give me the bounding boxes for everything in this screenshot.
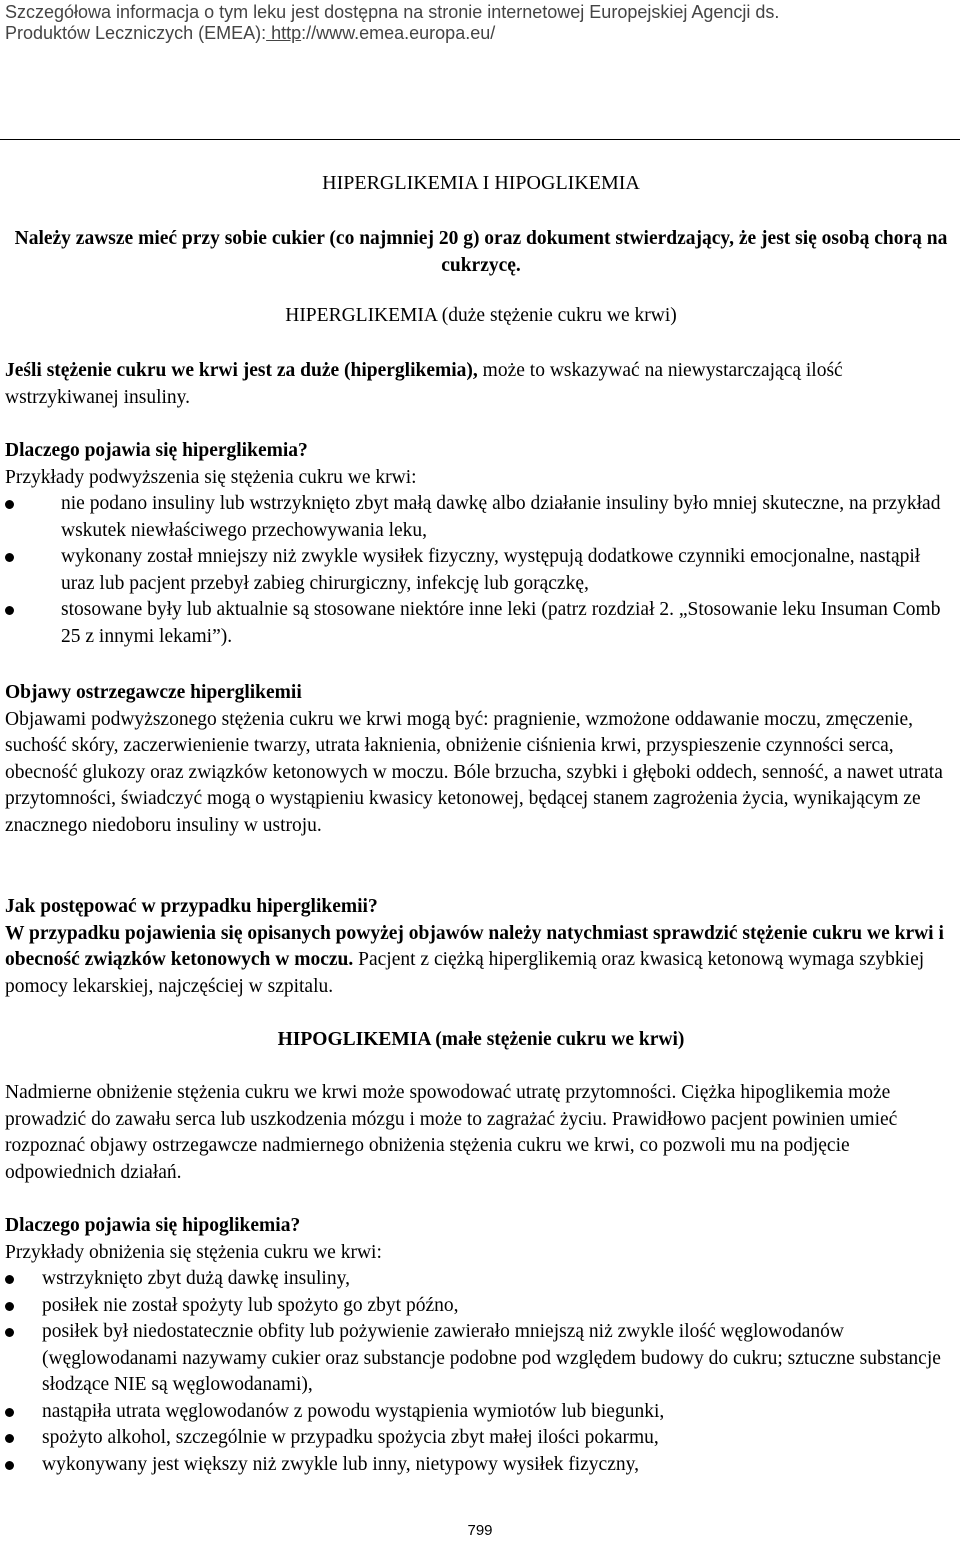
list-item-text: spożyto alkohol, szczególnie w przypadku spożycia zbyt małej ilości pokarmu, [42,1427,659,1448]
list-item [5,1319,957,1399]
bullet-icon [5,1434,14,1443]
bullet-icon [5,1275,14,1284]
hypo-why-section [5,1213,957,1478]
hyper-symptoms-section [5,680,957,839]
list-item [5,1425,957,1452]
list-item-text: wykonywany jest większy niż zwykle lub inny, nietypowy wysiłek fizyczny, [42,1453,639,1475]
list-item-text: nastąpiła utrata węglowodanów z powodu wystąpienia wymiotów lub biegunki, [42,1400,665,1422]
hypo-examples-intro: Przykłady obniżenia się stężenia cukru we krwi: [5,1241,382,1263]
bullet-icon [5,1302,14,1311]
hyper-examples-list [5,491,957,650]
hyper-why-section [5,438,957,650]
hyper-symptoms-text: Objawami podwyższonego stężenia cukru we krwi mogą być: pragnienie, wzmożone oddawanie moczu, zmęczenie, suchość skóry, zaczerwienienie twarzy, utrata łaknienia, obniżenie ciśnienia krwi, przyspieszenie czynności serca, obecność glukozy oraz związków ketonowych w moczu. Bóle brzucha, szybki i głęboki oddech, senność, a nawet utrata przytomności, świadczyć mogą o wystąpieniu kwasicy ketonowej, będącej stanem zagrożenia życia, wynikającym ze znacznego niedoboru insuliny w ustroju. [5,708,943,836]
bullet-icon [5,1408,14,1417]
hyper-action-heading: Jak postępować w przypadku hiperglikemii? [5,896,378,917]
list-item [5,1399,957,1426]
list-item-text: stosowane były lub aktualnie są stosowane niektóre inne leki (patrz rozdział 2. „Stosowanie leku Insuman Comb 25 z innymi lekami”). [61,599,941,647]
intro-text: Należy zawsze mieć przy sobie cukier (co najmniej 20 g) oraz dokument stwierdzający, że jest się osobą chorą na cukrzycę. [14,228,948,276]
hyper-action-section [5,894,957,1000]
bullet-icon [5,606,14,615]
hyper-paragraph-bold: Jeśli stężenie cukru we krwi jest za duże (hiperglikemia), [5,360,478,381]
hypo-title: HIPOGLIKEMIA (małe stężenie cukru we krwi) [277,1029,685,1050]
hypo-why-heading: Dlaczego pojawia się hipoglikemia? [5,1215,301,1236]
list-item [5,1266,957,1293]
list-item-text: wykonany został mniejszy niż zwykle wysiłek fizyczny, występują dodatkowe czynniki emocjonalne, nastąpił uraz lub pacjent przebył zabieg chirurgiczny, infekcję lub gorączkę, [61,546,921,594]
list-item-text: wstrzyknięto zbyt dużą dawkę insuliny, [42,1268,350,1289]
hyper-action-bold: W przypadku pojawienia się opisanych powyżej objawów należy natychmiast sprawdzić stężenie cukru we krwi i obecność związków ketonowych w moczu. [5,922,944,970]
hypo-examples-list [5,1266,957,1478]
header-line-1: Szczegółowa informacja o tym leku jest dostępna na stronie internetowej Europejskiej Agencji ds. [5,2,780,22]
hyper-examples-intro: Przykłady podwyższenia się stężenia cukru we krwi: [5,466,417,488]
hyper-action-rest: Pacjent z ciężką hiperglikemią oraz kwasicą ketonową wymaga szybkiej pomocy lekarskiej, najczęściej w szpitalu. [5,949,925,997]
emea-link-http[interactable]: http [266,23,302,43]
hyper-title: HIPERGLIKEMIA (duże stężenie cukru we krwi) [285,305,677,326]
main-title: HIPERGLIKEMIA I HIPOGLIKEMIA [322,172,640,194]
list-item [5,544,957,597]
hyper-symptoms-heading: Objawy ostrzegawcze hiperglikemii [5,682,302,703]
horizontal-rule [0,139,960,140]
hyper-why-heading: Dlaczego pojawia się hiperglikemia? [5,440,308,461]
hypo-paragraph: Nadmierne obniżenie stężenia cukru we krwi może spowodować utratę przytomności. Ciężka hipoglikemia może prowadzić do zawału serca lub uszkodzenia mózgu i może to zagrażać życiu. Prawidłowo pacjent powinien umieć rozpoznać objawy ostrzegawcze nadmiernego obniżenia stężenia cukru we krwi, co pozwoli mu na podjęcie odpowiednich działań. [5,1082,898,1183]
page-number: 799 [467,1522,493,1539]
header-line-2-prefix: Produktów Leczniczych (EMEA): [5,23,267,43]
emea-link[interactable] [266,23,495,43]
bullet-icon [5,553,14,562]
hyper-action-text [5,921,957,1001]
hyper-paragraph [5,358,957,411]
list-item [5,1293,957,1320]
bullet-icon [5,500,14,509]
bullet-icon [5,1328,14,1337]
hyper-paragraph-rest: może to wskazywać na niewystarczającą ilość wstrzykiwanej insuliny. [5,360,843,408]
bullet-icon [5,1461,14,1470]
emea-link-rest[interactable]: ://www.emea.europa.eu/ [301,23,496,43]
list-item [5,491,957,544]
list-item [5,597,957,650]
header [5,2,957,44]
list-item-text: posiłek nie został spożyty lub spożyto go zbyt późno, [42,1294,459,1316]
list-item-text: nie podano insuliny lub wstrzyknięto zbyt małą dawkę albo działanie insuliny było mniej skuteczne, na przykład wskutek niewłaściwego przechowywania leku, [61,493,941,541]
list-item [5,1452,957,1479]
header-line-2 [5,23,957,44]
list-item-text: posiłek był niedostatecznie obfity lub pożywienie zawierało mniejszą niż zwykle ilość węglowodanów (węglowodanami nazywamy cukier oraz substancje podobne pod względem budowy do cukru; sztuczne substancje słodzące NIE są węglowodanami), [42,1321,941,1395]
